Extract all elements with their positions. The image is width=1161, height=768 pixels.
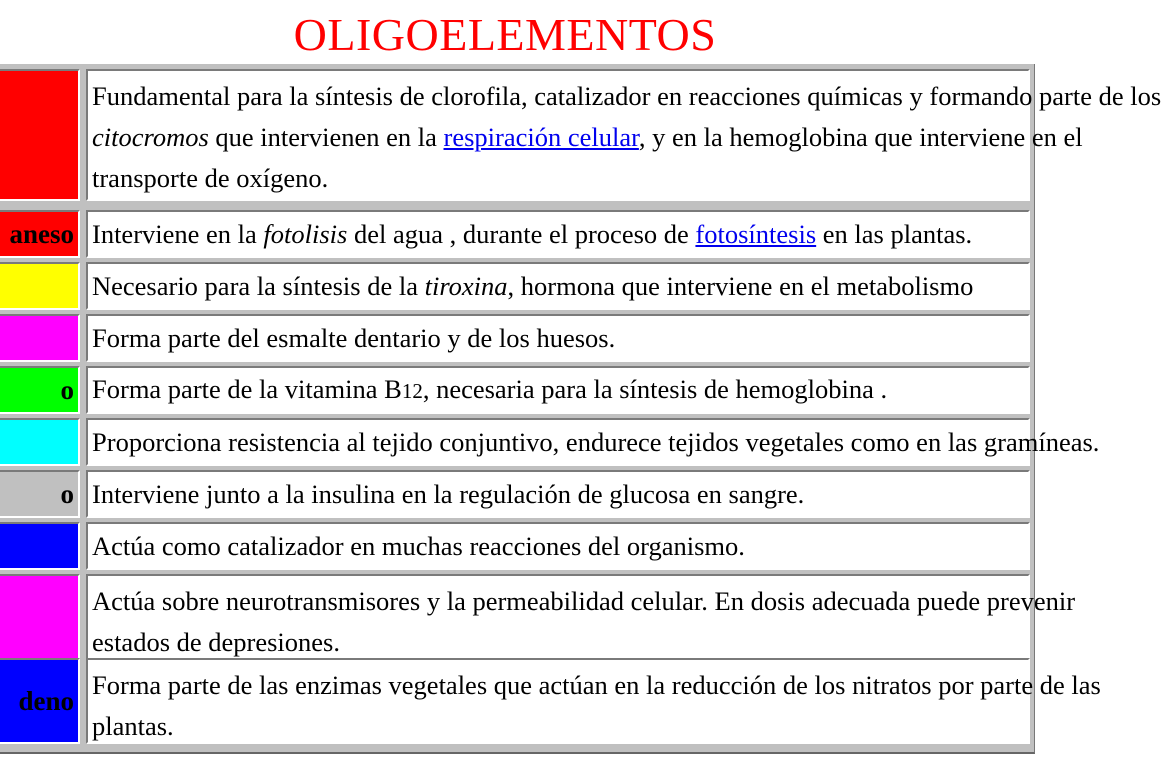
description-line bbox=[92, 117, 1083, 158]
description-line bbox=[92, 369, 887, 412]
element-name-cell bbox=[0, 522, 80, 570]
description-line bbox=[92, 158, 1028, 199]
description-cell bbox=[86, 658, 1101, 744]
term-link[interactable]: respiración celular bbox=[443, 122, 639, 152]
description-text: Forma parte de la vitamina B bbox=[92, 373, 402, 404]
description-text: estados de depresiones. bbox=[92, 627, 340, 657]
description-line bbox=[92, 318, 615, 359]
element-name-cell bbox=[0, 574, 80, 666]
description-line bbox=[92, 76, 1161, 117]
description-line bbox=[92, 526, 745, 567]
description-text: plantas. bbox=[92, 711, 174, 741]
term-link[interactable]: fotosíntesis bbox=[695, 218, 817, 249]
description-line bbox=[92, 706, 1028, 747]
description-cell bbox=[86, 470, 1030, 518]
oligoelementos-table bbox=[0, 64, 1161, 754]
description-cell bbox=[86, 574, 1076, 666]
description-text: Interviene junto a la insulina en la regulación de glucosa en sangre. bbox=[92, 478, 805, 509]
description-line bbox=[92, 422, 1099, 463]
description-text: Interviene en la bbox=[92, 218, 264, 249]
description-text: Forma parte del esmalte dentario y de los huesos. bbox=[92, 322, 616, 353]
italic-term: fotolisis bbox=[263, 218, 348, 249]
description-line bbox=[92, 474, 804, 515]
page-title: OLIGOELEMENTOS bbox=[293, 9, 717, 60]
description-text: que intervienen en la bbox=[208, 122, 444, 152]
description-line bbox=[92, 214, 972, 255]
description-line bbox=[92, 266, 973, 307]
element-name-cell bbox=[0, 314, 80, 362]
element-name-cell bbox=[0, 262, 80, 310]
description-cell bbox=[86, 366, 1030, 414]
element-name-cell: o bbox=[0, 470, 80, 518]
description-text: , necesaria para la síntesis de hemoglobina . bbox=[422, 373, 888, 404]
italic-term: citocromos bbox=[92, 122, 209, 152]
description-cell bbox=[86, 210, 1030, 258]
description-text: , y en la hemoglobina que interviene en el bbox=[638, 122, 1083, 152]
description-text: Actúa sobre neurotransmisores y la permeabilidad celular. En dosis adecuada puede prevenir bbox=[92, 586, 1076, 616]
description-line bbox=[92, 622, 1028, 663]
description-cell bbox=[86, 522, 1030, 570]
element-name-cell bbox=[0, 69, 80, 201]
description-text: , hormona que interviene en el metabolismo bbox=[507, 270, 974, 301]
element-name-cell: deno bbox=[0, 658, 80, 744]
description-text: Necesario para la síntesis de la bbox=[92, 270, 425, 301]
description-text: Proporciona resistencia al tejido conjuntivo, endurece tejidos vegetales como en las gramíneas. bbox=[92, 426, 1100, 457]
italic-term: tiroxina bbox=[424, 270, 508, 301]
description-cell bbox=[86, 262, 1030, 310]
element-name-cell: o bbox=[0, 366, 80, 414]
description-cell bbox=[86, 314, 1030, 362]
description-text: Forma parte de las enzimas vegetales que actúan en la reducción de los nitratos por parte de las bbox=[92, 670, 1101, 700]
description-line bbox=[92, 665, 1101, 706]
description-line bbox=[92, 581, 1076, 622]
element-name-cell: aneso bbox=[0, 210, 80, 258]
description-text: del agua , durante el proceso de bbox=[347, 218, 696, 249]
element-name-cell bbox=[0, 418, 80, 466]
description-cell bbox=[86, 69, 1161, 201]
description-cell bbox=[86, 418, 1100, 466]
description-text: Actúa como catalizador en muchas reacciones del organismo. bbox=[92, 530, 745, 561]
vitamin-subscript: 12 bbox=[401, 378, 423, 403]
description-text: Fundamental para la síntesis de clorofila, catalizador en reacciones químicas y formando parte de los bbox=[92, 81, 1161, 111]
description-text: en las plantas. bbox=[816, 218, 973, 249]
description-text: transporte de oxígeno. bbox=[92, 163, 329, 193]
